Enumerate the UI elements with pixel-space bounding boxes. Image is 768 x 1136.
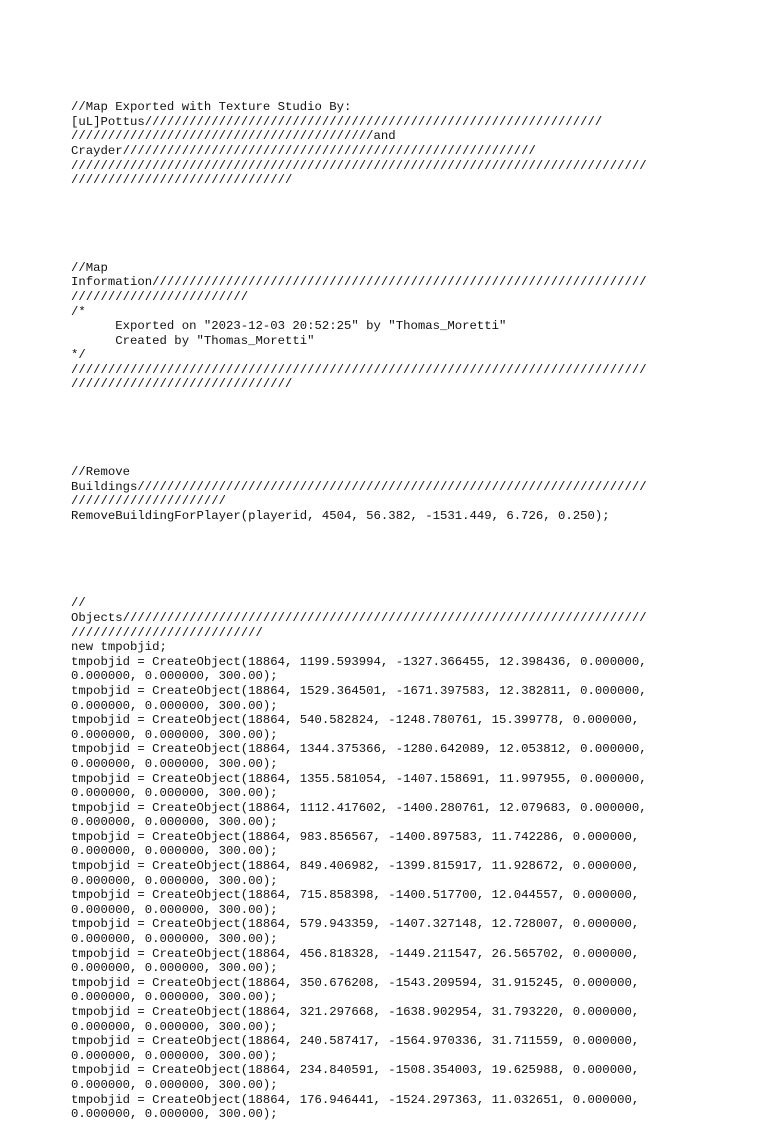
code-line: Created by "Thomas_Moretti" bbox=[71, 333, 315, 348]
code-line: tmpobjid = CreateObject(18864, 1355.581054, -1407.158691, 11.997955, 0.000000, bbox=[71, 771, 647, 786]
code-line: tmpobjid = CreateObject(18864, 176.946441, -1524.297363, 11.032651, 0.000000, bbox=[71, 1092, 640, 1107]
code-line: 0.000000, 0.000000, 300.00); bbox=[71, 815, 278, 830]
blank-line bbox=[71, 553, 711, 568]
code-line: tmpobjid = CreateObject(18864, 1199.593994, -1327.366455, 12.398436, 0.000000, bbox=[71, 654, 647, 669]
map-information-section bbox=[71, 261, 711, 392]
code-line: //Remove bbox=[71, 465, 131, 480]
code-line: /////////////////////////////////////////and bbox=[71, 129, 396, 144]
code-line: 0.000000, 0.000000, 300.00); bbox=[71, 1048, 278, 1063]
code-line: 0.000000, 0.000000, 300.00); bbox=[71, 698, 278, 713]
code-line: ///////////////////// bbox=[71, 494, 226, 509]
code-line: ////////////////////////////// bbox=[71, 377, 293, 392]
code-line: //Map bbox=[71, 260, 108, 275]
code-line: //Map Exported with Texture Studio By: bbox=[71, 100, 352, 115]
code-line: /* bbox=[71, 304, 86, 319]
code-line: Exported on "2023-12-03 20:52:25" by "Thomas_Moretti" bbox=[71, 319, 507, 334]
code-line: */ bbox=[71, 348, 86, 363]
code-line: ////////////////////////////////////////////////////////////////////////////// bbox=[71, 158, 647, 173]
code-line: ////////////////////////////////////////////////////////////////////////////// bbox=[71, 362, 647, 377]
blank-line bbox=[71, 421, 711, 436]
code-line: 0.000000, 0.000000, 300.00); bbox=[71, 844, 278, 859]
header-section bbox=[71, 100, 711, 188]
code-line: 0.000000, 0.000000, 300.00); bbox=[71, 990, 278, 1005]
code-line: tmpobjid = CreateObject(18864, 1112.417602, -1400.280761, 12.079683, 0.000000, bbox=[71, 800, 647, 815]
code-line: Objects/////////////////////////////////////////////////////////////////////// bbox=[71, 610, 647, 625]
code-line: tmpobjid = CreateObject(18864, 321.297668, -1638.902954, 31.793220, 0.000000, bbox=[71, 1005, 640, 1019]
code-line: 0.000000, 0.000000, 300.00); bbox=[71, 902, 278, 917]
code-line: new tmpobjid; bbox=[71, 640, 167, 655]
code-line: 0.000000, 0.000000, 300.00); bbox=[71, 1019, 278, 1034]
code-line: tmpobjid = CreateObject(18864, 540.582824, -1248.780761, 15.399778, 0.000000, bbox=[71, 713, 640, 728]
code-line: tmpobjid = CreateObject(18864, 983.856567, -1400.897583, 11.742286, 0.000000, bbox=[71, 829, 640, 844]
code-line: 0.000000, 0.000000, 300.00); bbox=[71, 727, 278, 742]
code-line: 0.000000, 0.000000, 300.00); bbox=[71, 1077, 278, 1092]
code-line: //////////////////////// bbox=[71, 289, 249, 304]
code-line: tmpobjid = CreateObject(18864, 715.858398, -1400.517700, 12.044557, 0.000000, bbox=[71, 888, 640, 903]
code-line: [uL]Pottus////////////////////////////////////////////////////////////// bbox=[71, 114, 603, 129]
code-line: tmpobjid = CreateObject(18864, 579.943359, -1407.327148, 12.728007, 0.000000, bbox=[71, 917, 640, 932]
code-line: 0.000000, 0.000000, 300.00); bbox=[71, 873, 278, 888]
code-line: tmpobjid = CreateObject(18864, 240.587417, -1564.970336, 31.711559, 0.000000, bbox=[71, 1034, 640, 1049]
code-line: 0.000000, 0.000000, 300.00); bbox=[71, 961, 278, 976]
code-line: 0.000000, 0.000000, 300.00); bbox=[71, 932, 278, 947]
code-line: Crayder//////////////////////////////////////////////////////// bbox=[71, 143, 536, 158]
code-line: 0.000000, 0.000000, 300.00); bbox=[71, 1107, 278, 1122]
document-page bbox=[71, 71, 711, 1136]
blank-line bbox=[71, 217, 711, 232]
code-line: 0.000000, 0.000000, 300.00); bbox=[71, 756, 278, 771]
remove-buildings-section bbox=[71, 465, 711, 523]
code-line: tmpobjid = CreateObject(18864, 456.818328, -1449.211547, 26.565702, 0.000000, bbox=[71, 946, 640, 961]
code-line: RemoveBuildingForPlayer(playerid, 4504, 56.382, -1531.449, 6.726, 0.250); bbox=[71, 508, 610, 523]
code-line: 0.000000, 0.000000, 300.00); bbox=[71, 786, 278, 801]
objects-section bbox=[71, 596, 711, 1121]
code-line: Information/////////////////////////////////////////////////////////////////// bbox=[71, 275, 647, 290]
code-line: tmpobjid = CreateObject(18864, 1344.375366, -1280.642089, 12.053812, 0.000000, bbox=[71, 742, 647, 757]
code-line: tmpobjid = CreateObject(18864, 849.406982, -1399.815917, 11.928672, 0.000000, bbox=[71, 859, 640, 874]
code-line: tmpobjid = CreateObject(18864, 1529.364501, -1671.397583, 12.382811, 0.000000, bbox=[71, 683, 647, 698]
code-line: 0.000000, 0.000000, 300.00); bbox=[71, 669, 278, 684]
code-line: ////////////////////////////// bbox=[71, 173, 293, 188]
code-line: ////////////////////////// bbox=[71, 625, 263, 640]
code-line: tmpobjid = CreateObject(18864, 350.676208, -1543.209594, 31.915245, 0.000000, bbox=[71, 975, 640, 990]
code-line: Buildings///////////////////////////////////////////////////////////////////// bbox=[71, 479, 647, 494]
code-line: tmpobjid = CreateObject(18864, 234.840591, -1508.354003, 19.625988, 0.000000, bbox=[71, 1063, 640, 1078]
code-line: // bbox=[71, 596, 86, 611]
